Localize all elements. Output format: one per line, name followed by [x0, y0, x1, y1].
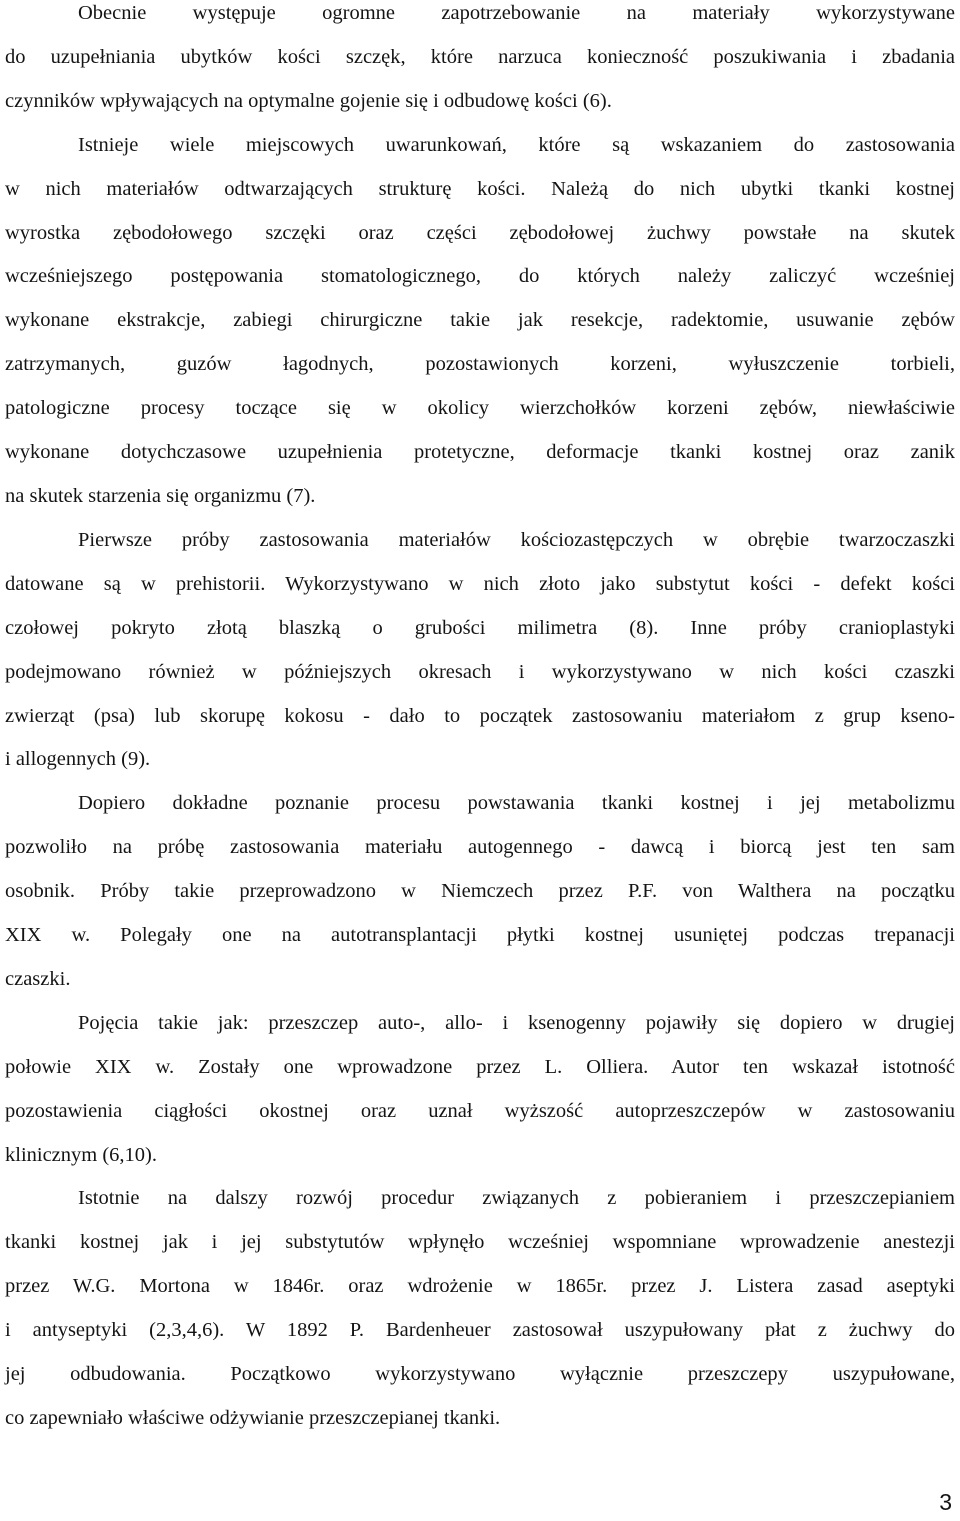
text-line: jej odbudowania. Początkowo wykorzystywano wyłącznie przeszczepy uszypułowane,	[5, 1363, 955, 1386]
text-line: tkanki kostnej jak i jej substytutów wpłynęło wcześniej wspomniane wprowadzenie anestezji	[5, 1231, 955, 1254]
paragraph-4	[5, 782, 955, 1002]
text-line: w nich materiałów odtwarzających strukturę kości. Należą do nich ubytki tkanki kostnej	[5, 177, 955, 200]
paragraph-2	[5, 124, 955, 519]
text-line: podejmowano również w późniejszych okresach i wykorzystywano w nich kości czaszki	[5, 660, 955, 683]
text-line: Obecnie występuje ogromne zapotrzebowanie na materiały wykorzystywane	[78, 2, 955, 24]
text-line: czynników wpływających na optymalne gojenie się i odbudowę kości (6).	[5, 89, 612, 112]
text-line: XIX w. Polegały one na autotransplantacji płytki kostnej usuniętej podczas trepanacji	[5, 924, 955, 947]
text-line: czaszki.	[5, 967, 71, 990]
text-line: datowane są w prehistorii. Wykorzystywano w nich złoto jako substytut kości - defekt kości	[5, 572, 955, 595]
text-line: zwierząt (psa) lub skorupę kokosu - dało to początek zastosowaniu materiałom z grup kseno-	[5, 704, 955, 727]
text-line: klinicznym (6,10).	[5, 1143, 158, 1166]
text-line: pozostawienia ciągłości okostnej oraz uznał wyższość autoprzeszczepów w zastosowaniu	[5, 1099, 955, 1122]
page-number: 3	[939, 1489, 952, 1515]
text-line: i allogennych (9).	[5, 748, 151, 771]
document-body	[5, 0, 955, 1441]
paragraph-6	[5, 1177, 955, 1440]
paragraph-3	[5, 519, 955, 782]
text-line: przez W.G. Mortona w 1846r. oraz wdrożenie w 1865r. przez J. Listera zasad aseptyki	[5, 1275, 955, 1298]
text-line: wykonane dotychczasowe uzupełnienia protetyczne, deformacje tkanki kostnej oraz zanik	[5, 441, 955, 464]
paragraph-1	[5, 0, 955, 124]
text-line: Pojęcia takie jak: przeszczep auto-, allo- i ksenogenny pojawiły się dopiero w drugiej	[78, 1011, 955, 1034]
text-line: wcześniejszego postępowania stomatologicznego, do których należy zaliczyć wcześniej	[5, 265, 955, 288]
text-line: Istotnie na dalszy rozwój procedur związanych z pobieraniem i przeszczepianiem	[78, 1187, 955, 1210]
text-line: zatrzymanych, guzów łagodnych, pozostawionych korzeni, wyłuszczenie torbieli,	[5, 353, 955, 376]
text-line: wykonane ekstrakcje, zabiegi chirurgiczne takie jak resekcje, radektomie, usuwanie zębów	[5, 309, 955, 332]
text-line: co zapewniało właściwe odżywianie przeszczepianej tkanki.	[5, 1407, 501, 1429]
text-line: wyrostka zębodołowego szczęki oraz części zębodołowej żuchwy powstałe na skutek	[5, 221, 955, 244]
text-line: do uzupełniania ubytków kości szczęk, które narzuca konieczność poszukiwania i zbadania	[5, 45, 955, 68]
text-line: patologiczne procesy toczące się w okolicy wierzchołków korzeni zębów, niewłaściwie	[5, 397, 955, 420]
paragraph-5	[5, 1002, 955, 1178]
text-line: i antyseptyki (2,3,4,6). W 1892 P. Bardenheuer zastosował uszypułowany płat z żuchwy do	[5, 1319, 955, 1342]
text-line: Dopiero dokładne poznanie procesu powstawania tkanki kostnej i jej metabolizmu	[78, 792, 955, 815]
text-line: czołowej pokryto złotą blaszką o grubości milimetra (8). Inne próby cranioplastyki	[5, 616, 955, 639]
text-line: Pierwsze próby zastosowania materiałów kościozastępczych w obrębie twarzoczaszki	[78, 528, 955, 551]
text-line: Istnieje wiele miejscowych uwarunkowań, które są wskazaniem do zastosowania	[78, 133, 955, 156]
text-line: osobnik. Próby takie przeprowadzono w Niemczech przez P.F. von Walthera na początku	[5, 880, 955, 903]
text-line: połowie XIX w. Zostały one wprowadzone przez L. Olliera. Autor ten wskazał istotność	[5, 1055, 955, 1078]
text-line: pozwoliło na próbę zastosowania materiału autogennego - dawcą i biorcą jest ten sam	[5, 836, 955, 859]
text-line: na skutek starzenia się organizmu (7).	[5, 484, 316, 507]
